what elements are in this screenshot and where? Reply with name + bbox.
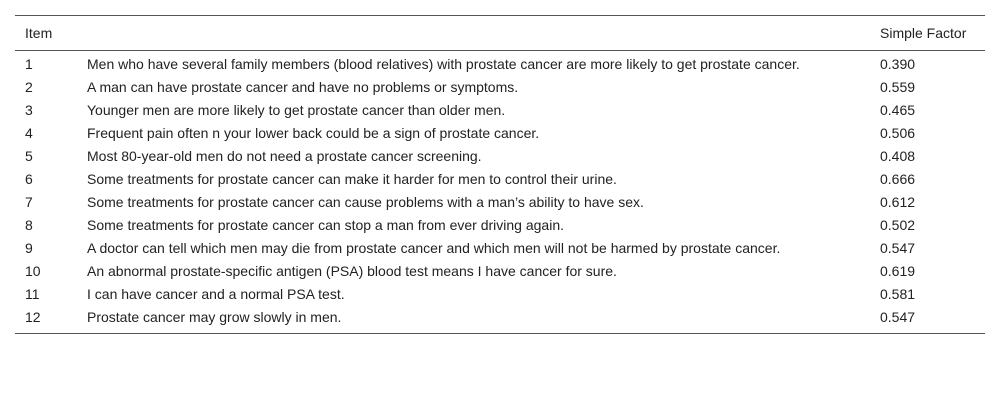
factor-value: 0.408 xyxy=(880,148,916,164)
factor-value: 0.612 xyxy=(880,194,916,210)
table-row xyxy=(15,51,985,77)
item-text: Some treatments for prostate cancer can stop a man from ever driving again. xyxy=(87,217,565,233)
item-text: I can have cancer and a normal PSA test. xyxy=(87,286,345,302)
item-number: 9 xyxy=(25,240,33,256)
item-number: 12 xyxy=(25,309,41,325)
factor-value: 0.547 xyxy=(880,240,916,256)
table-row xyxy=(15,306,985,334)
item-number: 7 xyxy=(25,194,33,210)
table-row xyxy=(15,260,985,283)
factor-value: 0.666 xyxy=(880,171,916,187)
item-number: 1 xyxy=(25,56,33,72)
item-number: 8 xyxy=(25,217,33,233)
factor-value: 0.465 xyxy=(880,102,916,118)
item-text: Prostate cancer may grow slowly in men. xyxy=(87,309,342,325)
item-text: Some treatments for prostate cancer can make it harder for men to control their urine. xyxy=(87,171,617,187)
factor-value: 0.619 xyxy=(880,263,916,279)
table-row xyxy=(15,145,985,168)
table-row xyxy=(15,214,985,237)
item-text: Some treatments for prostate cancer can cause problems with a man’s ability to have sex. xyxy=(87,194,644,210)
item-number: 5 xyxy=(25,148,33,164)
item-text: Younger men are more likely to get prostate cancer than older men. xyxy=(87,102,506,118)
factor-value: 0.581 xyxy=(880,286,916,302)
factor-value: 0.559 xyxy=(880,79,916,95)
header-description xyxy=(77,16,870,51)
factor-value: 0.502 xyxy=(880,217,916,233)
factor-value: 0.547 xyxy=(880,309,916,325)
item-number: 11 xyxy=(25,286,40,302)
item-text: A man can have prostate cancer and have no problems or symptoms. xyxy=(87,79,519,95)
header-simple-factor: Simple Factor xyxy=(880,25,967,41)
item-number: 4 xyxy=(25,125,33,141)
item-text: An abnormal prostate-specific antigen (PSA) blood test means I have cancer for sure. xyxy=(87,263,617,279)
item-number: 10 xyxy=(25,263,41,279)
factor-value: 0.506 xyxy=(880,125,916,141)
item-text: Men who have several family members (blood relatives) with prostate cancer are more likely to get prostate cancer. xyxy=(87,56,800,72)
table-row xyxy=(15,237,985,260)
table-row xyxy=(15,76,985,99)
table-row xyxy=(15,168,985,191)
item-number: 3 xyxy=(25,102,33,118)
factor-value: 0.390 xyxy=(880,56,916,72)
table-row xyxy=(15,191,985,214)
factor-table xyxy=(15,15,985,334)
table-row xyxy=(15,283,985,306)
item-text: Frequent pain often n your lower back could be a sign of prostate cancer. xyxy=(87,125,540,141)
header-row xyxy=(15,16,985,51)
header-item: Item xyxy=(25,25,53,41)
factor-table-container xyxy=(15,15,985,334)
item-number: 2 xyxy=(25,79,33,95)
table-row xyxy=(15,122,985,145)
item-number: 6 xyxy=(25,171,33,187)
table-header xyxy=(15,16,985,51)
item-text: A doctor can tell which men may die from prostate cancer and which men will not be harmed by prostate cancer. xyxy=(87,240,781,256)
table-body xyxy=(15,51,985,334)
item-text: Most 80-year-old men do not need a prostate cancer screening. xyxy=(87,148,482,164)
table-row xyxy=(15,99,985,122)
